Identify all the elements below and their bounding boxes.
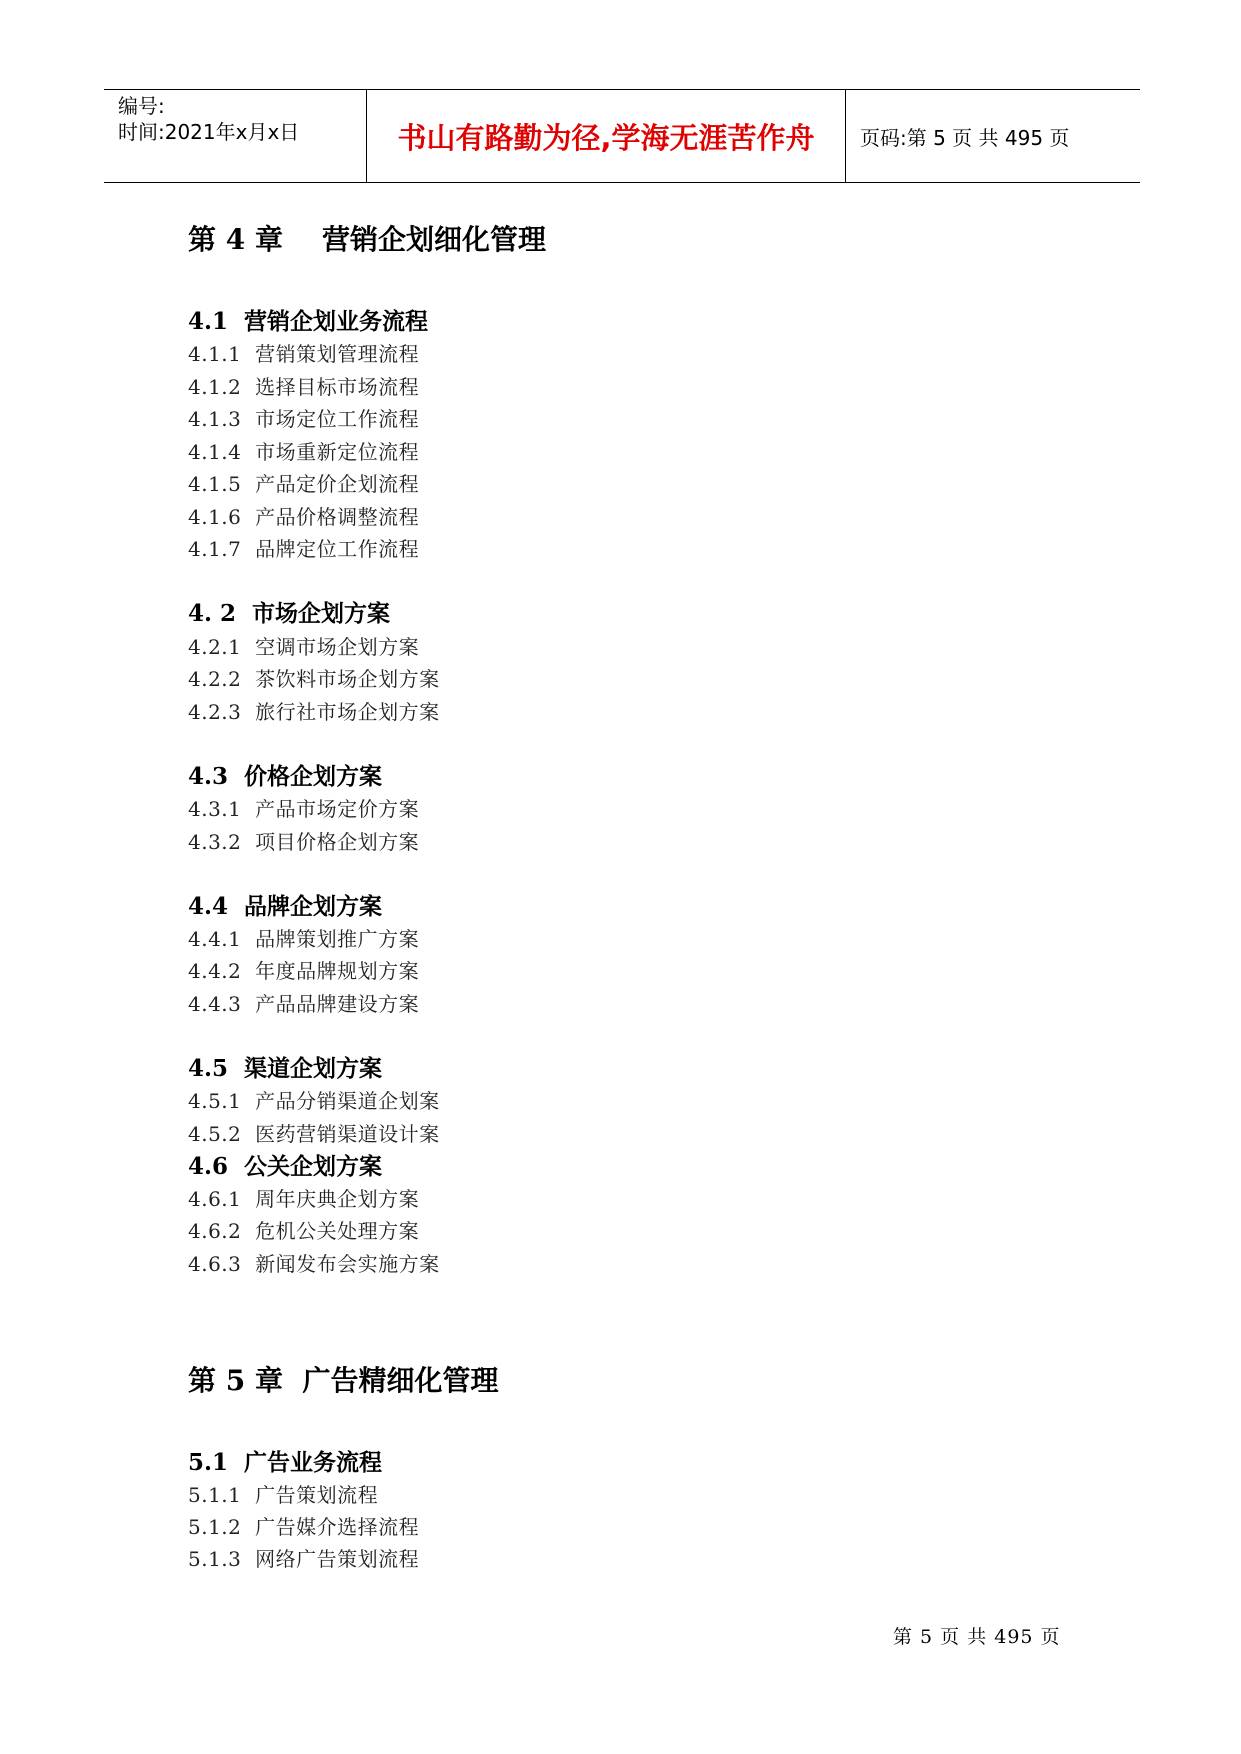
section-title: 4.6 公关企划方案 xyxy=(188,1153,383,1180)
chapter-title: 第 4 章 营销企划细化管理 xyxy=(188,223,546,256)
toc-item: 4.1.3 市场定位工作流程 xyxy=(188,407,420,431)
section-title: 4.1 营销企划业务流程 xyxy=(188,308,429,335)
section-title: 4. 2 市场企划方案 xyxy=(188,600,391,627)
toc-item: 4.2.2 茶饮料市场企划方案 xyxy=(188,667,440,691)
toc-item: 5.1.2 广告媒介选择流程 xyxy=(188,1515,420,1539)
document-number-label: 编号: xyxy=(118,94,165,118)
toc-item: 4.6.2 危机公关处理方案 xyxy=(188,1219,420,1243)
page-header xyxy=(104,89,1140,183)
toc-item: 4.1.4 市场重新定位流程 xyxy=(188,440,420,464)
toc-item: 4.1.7 品牌定位工作流程 xyxy=(188,537,420,561)
header-page-cell xyxy=(846,90,1140,182)
toc-item: 4.1.1 营销策划管理流程 xyxy=(188,342,420,366)
toc-item: 4.1.5 产品定价企划流程 xyxy=(188,472,420,496)
toc-item: 4.4.1 品牌策划推广方案 xyxy=(188,927,420,951)
toc-item: 5.1.3 网络广告策划流程 xyxy=(188,1547,420,1571)
toc-item: 4.4.3 产品品牌建设方案 xyxy=(188,992,420,1016)
section-title: 5.1 广告业务流程 xyxy=(188,1449,383,1476)
toc-item: 4.1.2 选择目标市场流程 xyxy=(188,375,420,399)
toc-item: 4.4.2 年度品牌规划方案 xyxy=(188,959,420,983)
header-motto: 书山有路勤为径,学海无涯苦作舟 xyxy=(397,120,815,155)
section-title: 4.5 渠道企划方案 xyxy=(188,1055,383,1082)
toc-item: 5.1.1 广告策划流程 xyxy=(188,1483,379,1507)
header-motto-cell xyxy=(367,90,846,182)
section-title: 4.4 品牌企划方案 xyxy=(188,893,383,920)
section-title: 4.3 价格企划方案 xyxy=(188,763,383,790)
toc-item: 4.2.1 空调市场企划方案 xyxy=(188,635,420,659)
page-footer: 第 5 页 共 495 页 xyxy=(893,1626,1061,1648)
toc-item: 4.3.2 项目价格企划方案 xyxy=(188,830,420,854)
toc-item: 4.5.1 产品分销渠道企划案 xyxy=(188,1089,440,1113)
toc-item: 4.2.3 旅行社市场企划方案 xyxy=(188,700,440,724)
toc-item: 4.6.3 新闻发布会实施方案 xyxy=(188,1252,440,1276)
toc-item: 4.6.1 周年庆典企划方案 xyxy=(188,1187,420,1211)
toc-item: 4.5.2 医药营销渠道设计案 xyxy=(188,1122,440,1146)
header-page-info: 页码:第 5 页 共 495 页 xyxy=(860,125,1070,150)
document-time-label: 时间:2021年x月x日 xyxy=(118,120,300,144)
toc-item: 4.3.1 产品市场定价方案 xyxy=(188,797,420,821)
chapter-title: 第 5 章 广告精细化管理 xyxy=(188,1364,499,1397)
header-meta-cell xyxy=(104,90,367,182)
toc-item: 4.1.6 产品价格调整流程 xyxy=(188,505,420,529)
